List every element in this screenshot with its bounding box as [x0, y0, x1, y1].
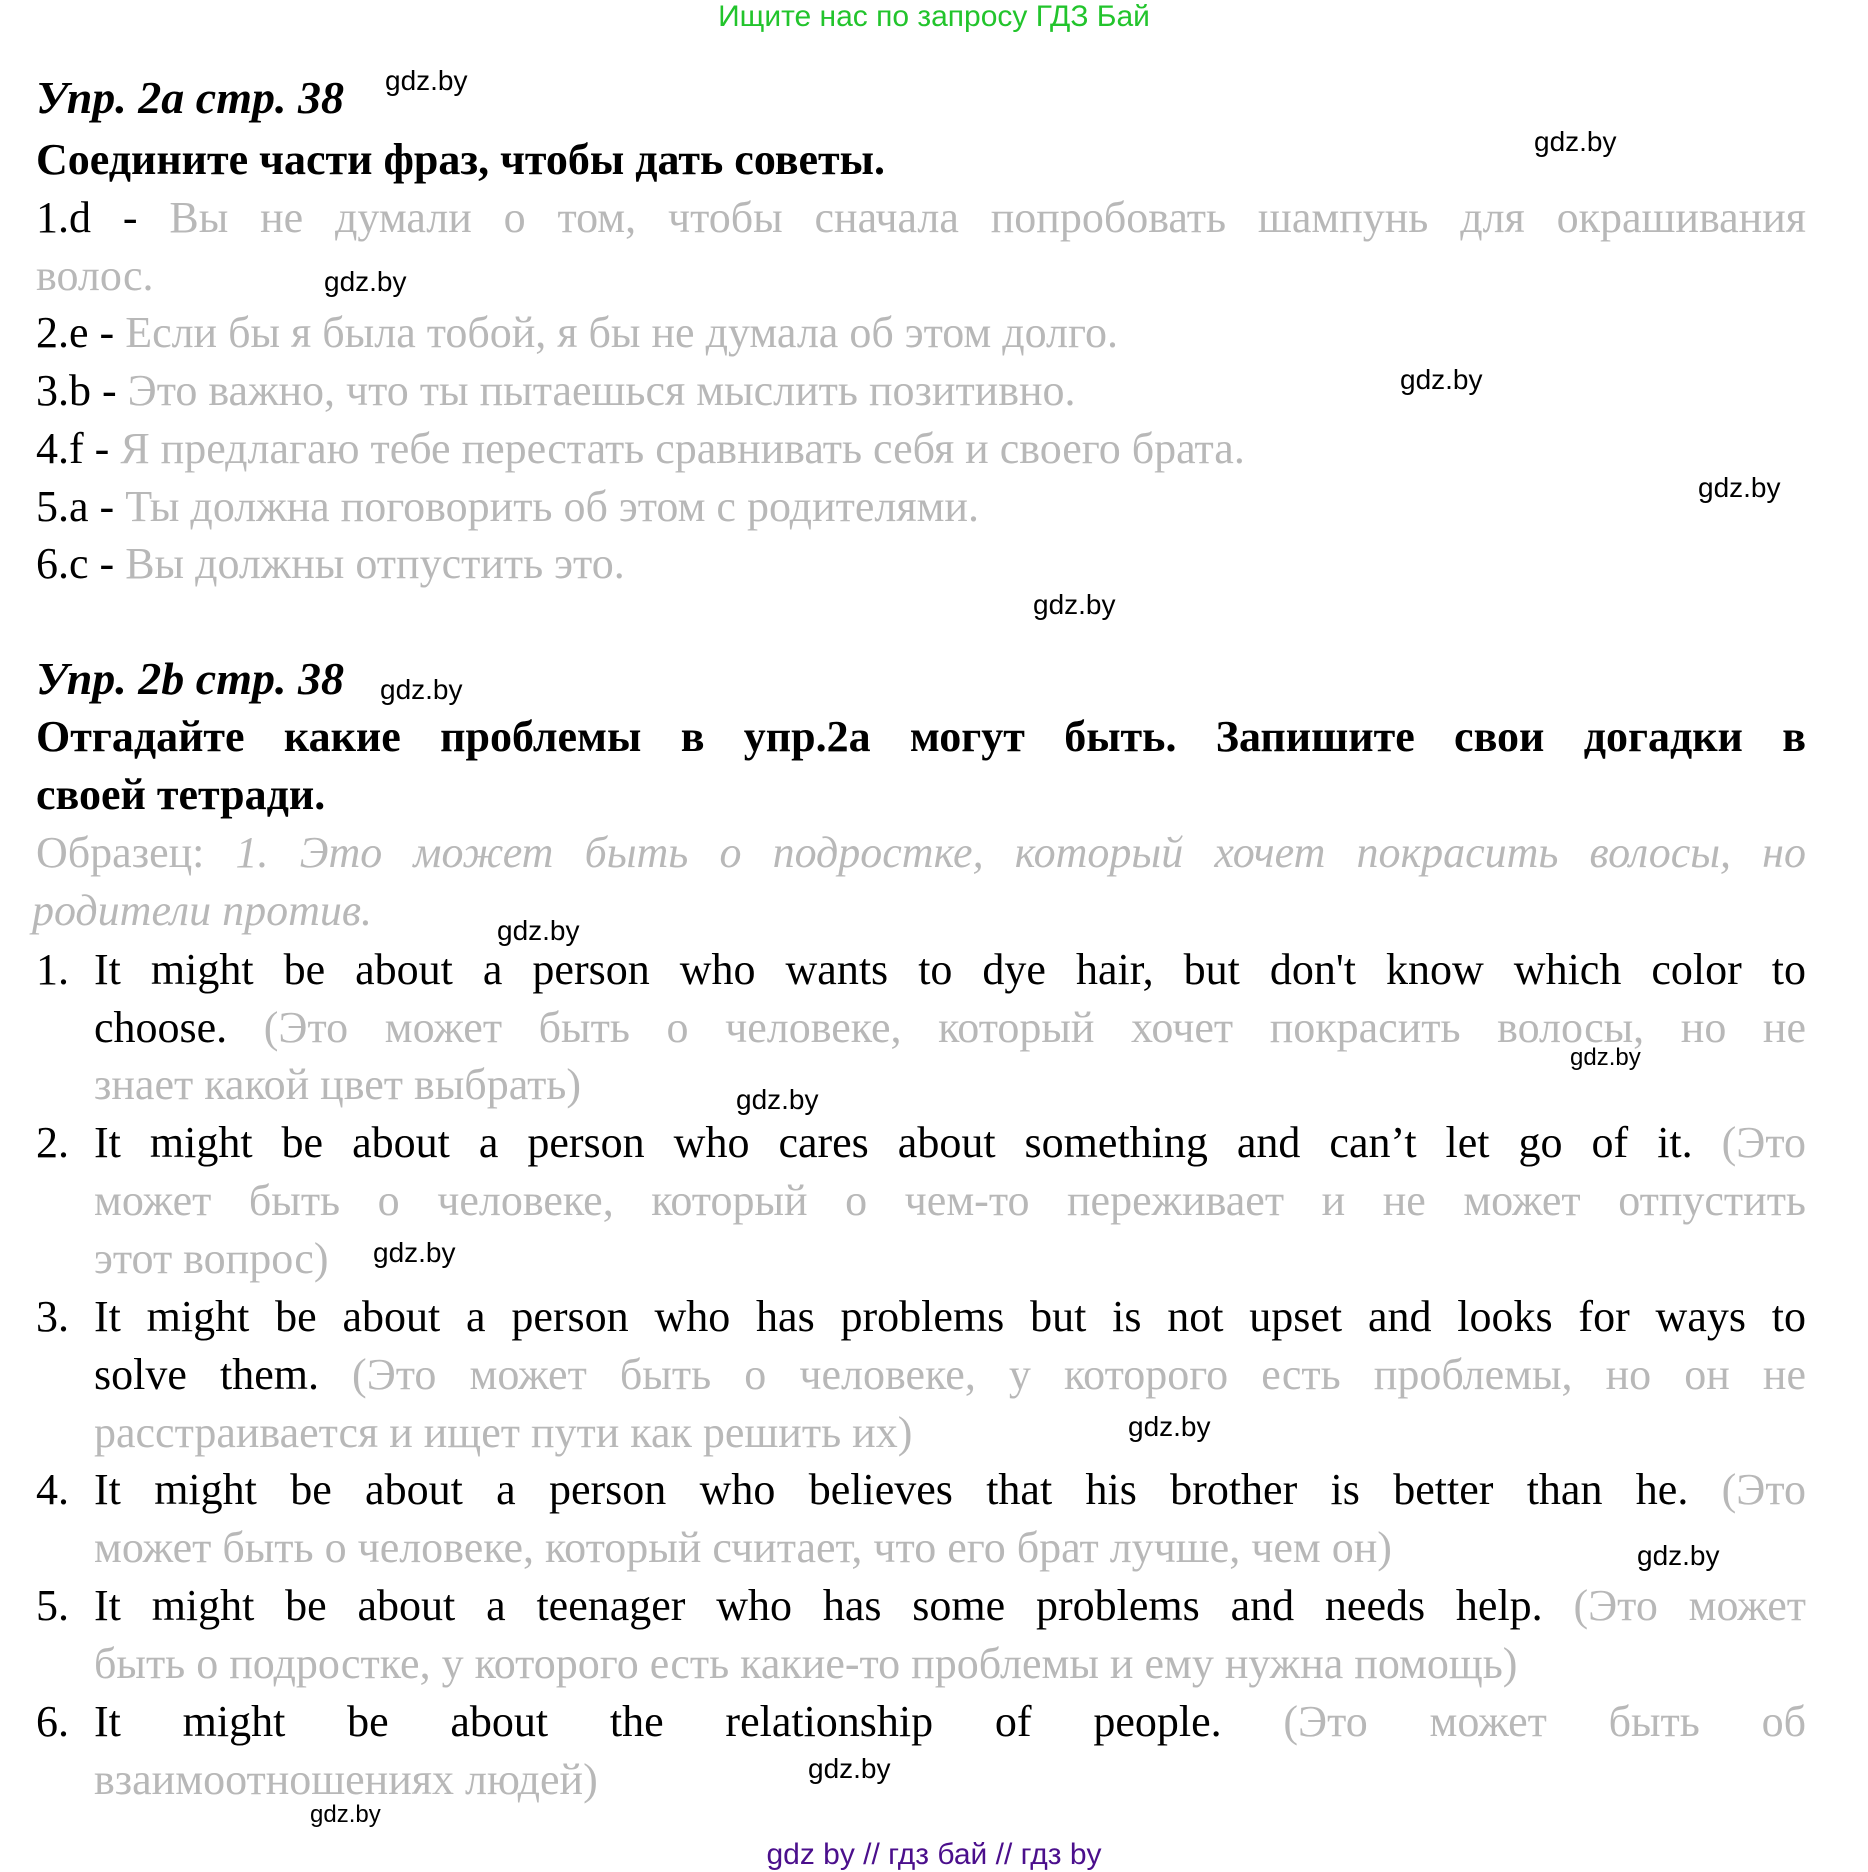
footer-links: gdz by // гдз бай // гдз by: [766, 1838, 1102, 1871]
answer-item-4-translation: может быть о человеке, который считает, что его брат лучше, чем он): [94, 1523, 1392, 1572]
exercise-2a-title: Упр. 2а стр. 38: [36, 72, 345, 123]
item-english: It might be about a person who believes that his brother is better than he.: [94, 1465, 1689, 1514]
item-number: 3.: [36, 1292, 69, 1341]
answer-item-1-cont: [94, 999, 1806, 1057]
item-number: 1.: [36, 945, 69, 994]
watermark: gdz.by: [1637, 1540, 1720, 1571]
answer-key: 2.e -: [36, 308, 126, 357]
watermark: gdz.by: [808, 1753, 891, 1784]
item-english: It might be about a teenager who has some problems and needs help.: [94, 1581, 1543, 1630]
answer-text: Ты должна поговорить об этом с родителями.: [125, 482, 979, 531]
watermark: gdz.by: [310, 1801, 381, 1828]
answer-item-4: [36, 1461, 1806, 1519]
answer-item-3-cont: [94, 1346, 1806, 1404]
answer-row-3: [36, 362, 1076, 420]
item-number: 2.: [36, 1118, 69, 1167]
answer-item-6-translation: взаимоотношениях людей): [94, 1755, 598, 1804]
item-english: It might be about a person who cares about something and can’t let go of it.: [94, 1118, 1693, 1167]
sample-answer: [36, 824, 1806, 882]
answer-item-3-translation-end: расстраивается и ищет пути как решить их): [94, 1408, 913, 1457]
watermark: gdz.by: [1128, 1411, 1211, 1442]
item-english: It might be about a person who wants to dye hair, but don't know which color to: [94, 945, 1806, 994]
answer-key: 6.c -: [36, 539, 126, 588]
item-english: choose.: [94, 1003, 228, 1052]
item-translation: (Это: [1688, 1465, 1806, 1514]
answer-text: Вы должны отпустить это.: [125, 539, 625, 588]
answer-item-5: [36, 1577, 1806, 1635]
answer-item-5-translation: быть о подростке, у которого есть какие-то проблемы и ему нужна помощь): [94, 1639, 1518, 1688]
watermark: gdz.by: [1570, 1044, 1641, 1071]
answer-key: 4.f -: [36, 424, 121, 473]
answer-text: Это важно, что ты пытаешься мыслить позитивно.: [127, 366, 1076, 415]
answer-item-6: [36, 1693, 1806, 1751]
answer-text: Я предлагаю тебе перестать сравнивать себя и своего брата.: [120, 424, 1245, 473]
item-english: It might be about a person who has problems but is not upset and looks for ways to: [94, 1292, 1806, 1341]
watermark: gdz.by: [1698, 472, 1781, 503]
watermark: gdz.by: [380, 674, 463, 705]
answer-key: 5.a -: [36, 482, 126, 531]
sample-answer-cont: родители против.: [32, 886, 372, 935]
exercise-2a-heading: Соедините части фраз, чтобы дать советы.: [36, 135, 885, 184]
answer-item-3: [36, 1288, 1806, 1346]
item-english: solve them.: [94, 1350, 319, 1399]
watermark: gdz.by: [1400, 364, 1483, 395]
watermark: gdz.by: [736, 1084, 819, 1115]
answer-key: 3.b -: [36, 366, 128, 415]
watermark: gdz.by: [324, 266, 407, 297]
answer-row-1-cont: волос.: [36, 251, 154, 300]
item-english: It might be about the relationship of people.: [94, 1697, 1222, 1746]
item-number: 5.: [36, 1581, 69, 1630]
item-translation: (Это: [1692, 1118, 1806, 1167]
answer-row-5: [36, 478, 979, 536]
answer-item-1: [36, 941, 1806, 999]
item-translation: (Это может быть о человеке, который хочет покрасить волосы, но не: [227, 1003, 1806, 1052]
watermark: gdz.by: [497, 915, 580, 946]
item-number: 6.: [36, 1697, 69, 1746]
answer-item-2-translation: может быть о человеке, который о чем-то переживает и не может отпустить: [94, 1176, 1806, 1225]
watermark: gdz.by: [1033, 589, 1116, 620]
item-number: 4.: [36, 1465, 69, 1514]
watermark: gdz.by: [373, 1237, 456, 1268]
watermark: gdz.by: [1534, 126, 1617, 157]
item-translation: (Это может быть о человеке, у которого есть проблемы, но он не: [318, 1350, 1806, 1399]
exercise-2b-title: Упр. 2b стр. 38: [36, 653, 345, 704]
item-translation: (Это может быть об: [1221, 1697, 1806, 1746]
answer-text: Если бы я была тобой, я бы не думала об этом долго.: [125, 308, 1118, 357]
sample-text: 1. Это может быть о подростке, который хочет покрасить волосы, но: [235, 828, 1806, 877]
answer-row-1: [36, 189, 1806, 247]
answer-row-4: [36, 420, 1245, 478]
answer-text: Вы не думали о том, чтобы сначала попробовать шампунь для окрашивания: [169, 193, 1807, 242]
answer-item-2-translation-end: этот вопрос): [94, 1234, 329, 1283]
answer-row-6: [36, 535, 625, 593]
search-banner: Ищите нас по запросу ГДЗ Бай: [718, 0, 1150, 33]
exercise-2b-heading-cont: своей тетради.: [36, 770, 326, 819]
watermark: gdz.by: [385, 65, 468, 96]
item-translation: (Это может: [1542, 1581, 1806, 1630]
answer-key: 1.d -: [36, 193, 170, 242]
sample-label: Образец:: [36, 828, 236, 877]
answer-item-2: [36, 1114, 1806, 1172]
answer-item-1-translation-end: знает какой цвет выбрать): [94, 1060, 582, 1109]
exercise-2b-heading: Отгадайте какие проблемы в упр.2а могут быть. Запишите свои догадки в: [36, 712, 1806, 761]
answer-row-2: [36, 304, 1118, 362]
